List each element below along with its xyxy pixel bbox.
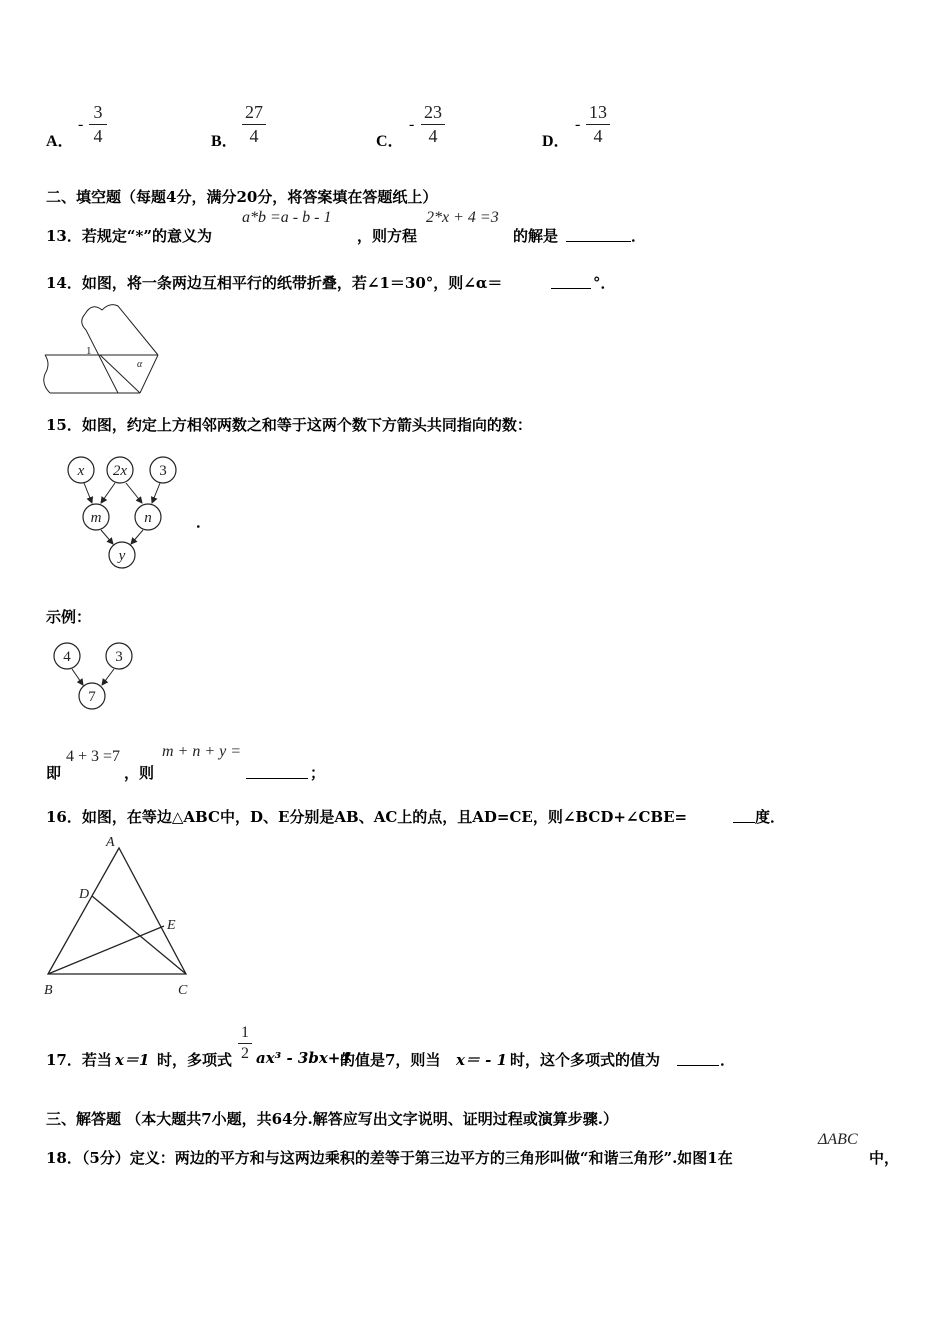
arrow-m-to-y — [101, 530, 113, 544]
q15-example-diagram — [48, 640, 138, 715]
node-label-m: m — [90, 510, 102, 526]
folded-part-outline — [85, 305, 158, 355]
option-b-letter: B． — [211, 133, 238, 150]
arrow-x-to-m — [84, 483, 92, 503]
fold-inner-line — [100, 355, 140, 393]
q15-example-label: 示例： — [46, 608, 92, 626]
q13-end: ． — [631, 227, 647, 245]
example-label-7: 7 — [88, 689, 96, 705]
q17-x-value-2: x＝ - 1 — [456, 1051, 508, 1069]
option-b-numerator: 27 — [245, 102, 263, 122]
option-c-letter: C． — [376, 133, 404, 150]
angle-1-label: 1 — [86, 345, 92, 357]
option-d-numerator: 13 — [589, 102, 607, 122]
q14-end: °． — [593, 274, 616, 292]
option-d-letter: D． — [542, 133, 570, 150]
option-b-denominator: 4 — [249, 126, 259, 146]
q15-question-expr: m + n + y = — [162, 743, 242, 760]
segment-cd — [92, 896, 186, 974]
q16-triangle-diagram — [40, 832, 200, 1002]
section3-heading: 三、解答题 （本大题共7小题，共64分.解答应写出文字说明、证明过程或演算步骤.） — [46, 1110, 618, 1128]
node-label-y: y — [118, 548, 126, 564]
q15-ze: ，则 — [124, 764, 155, 782]
vertex-label-a: A — [106, 835, 115, 850]
q14-text: 14．如图，将一条两边互相平行的纸带折叠，若∠1＝30°，则∠α＝ — [46, 274, 503, 292]
q18-triangle-symbol: ΔABC — [818, 1131, 858, 1148]
node-label-2x: 2x — [112, 463, 128, 479]
example-arrow-left — [72, 669, 83, 685]
option-d-fraction — [586, 102, 610, 147]
q17-end: ． — [720, 1051, 736, 1069]
option-a-fraction — [89, 102, 107, 147]
q14-folded-strip-diagram — [40, 300, 165, 400]
arrow-3-to-n — [152, 483, 160, 503]
arrow-n-to-y — [131, 530, 143, 544]
q13-middle: ，则方程 — [357, 227, 418, 245]
example-label-3: 3 — [115, 649, 123, 665]
option-c-sign: - — [409, 116, 415, 133]
option-a-numerator: 3 — [93, 102, 103, 122]
option-d-denominator: 4 — [593, 126, 603, 146]
q17-fraction-numerator: 1 — [241, 1024, 249, 1041]
node-label-x: x — [77, 463, 85, 479]
option-d-sign: - — [575, 116, 581, 133]
node-label-n: n — [144, 510, 152, 526]
q16-end: 度． — [755, 808, 786, 826]
q15-arrow-diagram — [60, 452, 185, 572]
triangle-abc — [48, 848, 186, 974]
q14-answer-blank[interactable] — [551, 272, 591, 289]
point-label-d: D — [79, 887, 90, 902]
arrow-2x-to-m — [101, 483, 115, 503]
q13-answer-blank[interactable] — [566, 225, 631, 242]
q15-answer-blank[interactable] — [246, 762, 308, 779]
q17-polynomial: ax³ - 3bx+4 — [256, 1049, 351, 1067]
q17-prefix: 17．若当 — [46, 1051, 112, 1069]
option-c-fraction — [421, 102, 445, 147]
q15-diagram-dot: ． — [196, 513, 212, 531]
q13-prefix: 13．若规定“*”的意义为 — [46, 227, 212, 245]
fold-crease-edge — [140, 355, 158, 393]
point-label-e: E — [167, 918, 176, 933]
option-a-denominator: 4 — [93, 126, 103, 146]
option-a-sign: - — [78, 116, 84, 133]
q17-mid2: 的值是7，则当 — [340, 1051, 441, 1069]
q17-mid1: 时，多项式 — [157, 1051, 233, 1069]
q17-mid3: 时，这个多项式的值为 — [510, 1051, 661, 1069]
example-label-4: 4 — [63, 649, 71, 665]
segment-be — [48, 926, 164, 974]
q17-fraction-half — [238, 1024, 252, 1063]
q17-answer-blank[interactable] — [677, 1049, 719, 1066]
node-label-3: 3 — [159, 463, 167, 479]
angle-alpha-label: α — [137, 359, 143, 370]
option-b-fraction — [242, 102, 266, 147]
q16-answer-blank[interactable] — [733, 806, 755, 823]
q15-text: 15．如图，约定上方相邻两数之和等于这两个数下方箭头共同指向的数： — [46, 416, 532, 434]
option-c-numerator: 23 — [424, 102, 442, 122]
arrow-2x-to-n — [126, 483, 142, 503]
q15-end: ； — [310, 764, 326, 782]
q17-x-value-1: x＝1 — [115, 1051, 150, 1069]
strip-left-wavy-edge — [44, 355, 50, 393]
example-arrow-right — [102, 669, 114, 685]
option-c-denominator: 4 — [428, 126, 438, 146]
vertex-label-b: B — [44, 983, 53, 998]
q15-ji: 即 — [46, 764, 62, 782]
q13-suffix: 的解是 — [513, 227, 559, 245]
q15-example-equation: 4 + 3 =7 — [66, 748, 121, 765]
q13-definition-expr: a*b =a - b - 1 — [242, 209, 332, 226]
q13-equation: 2*x + 4 =3 — [426, 209, 499, 226]
vertex-label-c: C — [178, 983, 188, 998]
section2-heading: 二、填空题（每题4分，满分20分，将答案填在答题纸上） — [46, 188, 438, 206]
q16-text: 16．如图，在等边△ABC中，D、E分别是AB、AC上的点，且AD=CE，则∠BCD+∠CBE= — [46, 808, 688, 826]
q17-fraction-denominator: 2 — [241, 1045, 249, 1062]
q18-text: 18．（5分）定义：两边的平方和与这两边乘积的差等于第三边平方的三角形叫做“和谐三角形”.如图1在 — [46, 1149, 733, 1167]
option-a-letter: A． — [46, 133, 74, 150]
q18-end: 中， — [869, 1149, 900, 1167]
